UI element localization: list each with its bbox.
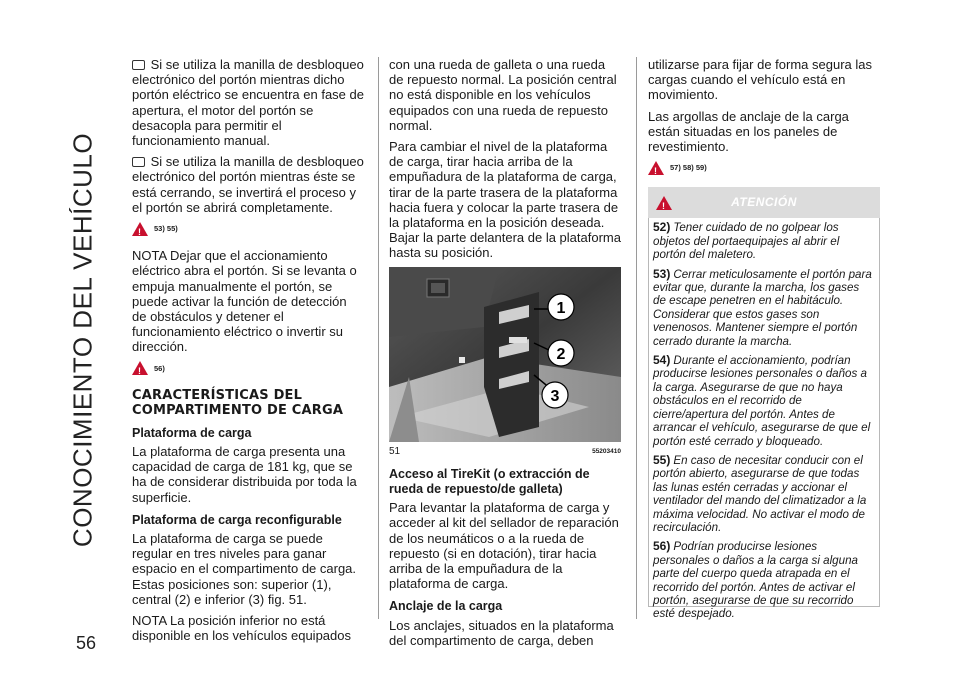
bullet-square-icon: [132, 157, 145, 167]
warning-reference: [648, 160, 880, 175]
callout-1: 1: [556, 299, 566, 317]
attention-title: ATENCIÓN: [731, 195, 797, 210]
warning-reference: [132, 221, 364, 236]
subheading: Anclaje de la carga: [389, 599, 503, 614]
bullet-paragraph: [132, 57, 364, 148]
warning-ref-numbers: 56): [154, 363, 165, 373]
warning-text: Podrían producirse lesiones personales o daños a la carga si alguna parte del cuerpo queda atrapada en el recorrido del portón. Antes de activar el portón, asegurarse de que su recorrido esté despejado.: [653, 540, 858, 621]
warning-triangle-icon: !: [132, 222, 148, 236]
warning-text: En caso de necesitar conducir con el portón abierto, asegurarse de que todas las lunas estén cerradas y accionar el ventilador del mando del climatizador a la máxima velocidad. No activar el modo de recirculación.: [653, 453, 867, 534]
callout-2: 2: [556, 345, 566, 363]
paragraph: Para levantar la plataforma de carga y acceder al kit del sellador de reparación de los neumáticos o a la rueda de repuesto (si en dotación), tirar hacia arriba de la empuñadura de la plataforma de carga.: [389, 500, 619, 592]
bullet-paragraph: [132, 154, 364, 215]
bullet-text: Si se utiliza la manilla de desbloqueo electrónico del portón mientras éste se está cerrando, se invertirá el proceso y el portón se abrirá completamente.: [132, 154, 364, 215]
heading-line: CARACTERÍSTICAS DEL: [132, 387, 303, 403]
warning-number: 54): [653, 353, 671, 368]
column-divider: [378, 57, 379, 619]
callout-3: 3: [550, 387, 560, 405]
note-paragraph: NOTA La posición inferior no está disponible en los vehículos equipados: [132, 613, 351, 644]
warning-item: [653, 268, 875, 348]
warning-item: [653, 354, 875, 448]
warning-text: Cerrar meticulosamente el portón para evitar que, durante la marcha, los gases de escape penetren en el habitáculo. Considerar que estos gases son venenosos. Mantener siempre el portón cerrado durante la marcha.: [653, 267, 872, 348]
page-number: 56: [76, 633, 97, 653]
subheading: Acceso al TireKit (o extracción de rueda de repuesto/de galleta): [389, 466, 590, 497]
attention-box: [648, 218, 880, 621]
warning-triangle-icon: !: [656, 196, 672, 210]
paragraph: La plataforma de carga presenta una capacidad de carga de 181 kg, que se ha de considerar distribuida por toda la superficie.: [132, 444, 357, 505]
warning-number: 55): [653, 452, 671, 467]
paragraph: Para cambiar el nivel de la plataforma de carga, tirar hacia arriba de la empuñadura de la plataforma de carga, tirar de la parte trasera de la plataforma hacia fuera y colocar la parte trasera de la plataforma en la posición deseada. Bajar la parte delantera de la plataforma hasta su posición.: [389, 139, 621, 261]
figure-caption: [389, 444, 621, 459]
subheading: Plataforma de carga reconfigurable: [132, 512, 342, 527]
paragraph: Las argollas de anclaje de la carga están situadas en los paneles de revestimiento.: [648, 108, 849, 155]
warning-number: 53): [653, 266, 671, 281]
warning-text: Tener cuidado de no golpear los objetos del portaequipajes al abrir el portón del maletero.: [653, 221, 840, 262]
subheading: Plataforma de carga: [132, 425, 252, 440]
section-side-title: CONOCIMIENTO DEL VEHÍCULO: [67, 132, 98, 548]
warning-item: [653, 221, 875, 261]
paragraph: La plataforma de carga se puede regular en tres niveles para ganar espacio en el compartimento de carga. Estas posiciones son: superior (1), central (2) e inferior (3) fig. 51.: [132, 531, 357, 607]
paragraph: Los anclajes, situados en la plataforma del compartimento de carga, deben: [389, 617, 614, 648]
warning-triangle-icon: !: [132, 361, 148, 375]
cargo-compartment-photo: [389, 267, 621, 442]
paragraph: utilizarse para fijar de forma segura las cargas cuando el vehículo está en movimiento.: [648, 57, 872, 103]
warning-number: 52): [653, 220, 671, 235]
warning-text: Durante el accionamiento, podrían producirse lesiones personales o daños a la carga. Asegurarse de que no haya obstáculos en el recorrido de cierre/apertura del portón. Antes de arrancar el vehículo, asegurarse de que el portón esté cerrado y bloqueado.: [653, 354, 871, 448]
warning-item: [653, 540, 875, 620]
warning-number: 56): [653, 539, 671, 554]
column-2: [389, 57, 621, 654]
warning-ref-numbers: 57) 58) 59): [670, 163, 707, 173]
figure-number: 51: [389, 445, 401, 457]
column-3: [648, 57, 880, 621]
figure-cargo-platform: [389, 267, 621, 442]
column-1: [132, 57, 364, 650]
warning-triangle-icon: !: [648, 161, 664, 175]
column-divider: [636, 57, 637, 619]
section-heading: [132, 388, 364, 418]
attention-header: [648, 187, 880, 218]
warning-item: [653, 454, 875, 534]
figure-code: 55203410: [592, 447, 621, 455]
warning-ref-numbers: 53) 55): [154, 224, 178, 234]
heading-line: COMPARTIMENTO DE CARGA: [132, 402, 344, 418]
warning-reference: [132, 361, 364, 376]
bullet-square-icon: [132, 60, 145, 70]
note-paragraph: NOTA Dejar que el accionamiento eléctrico abra el portón. Si se levanta o empuja manualmente el portón, se puede activar la función de detección de obstáculos y detener el funcionamiento eléctrico o invertir su dirección.: [132, 248, 357, 355]
paragraph: con una rueda de galleta o una rueda de repuesto normal. La posición central no está disponible en los vehículos equipados con una rueda de repuesto normal.: [389, 57, 617, 133]
bullet-text: Si se utiliza la manilla de desbloqueo electrónico del portón mientras dicho portón eléctrico se encuentra en fase de apertura, el motor del portón se desacopla para permitir el funcionamiento manual.: [132, 57, 364, 149]
